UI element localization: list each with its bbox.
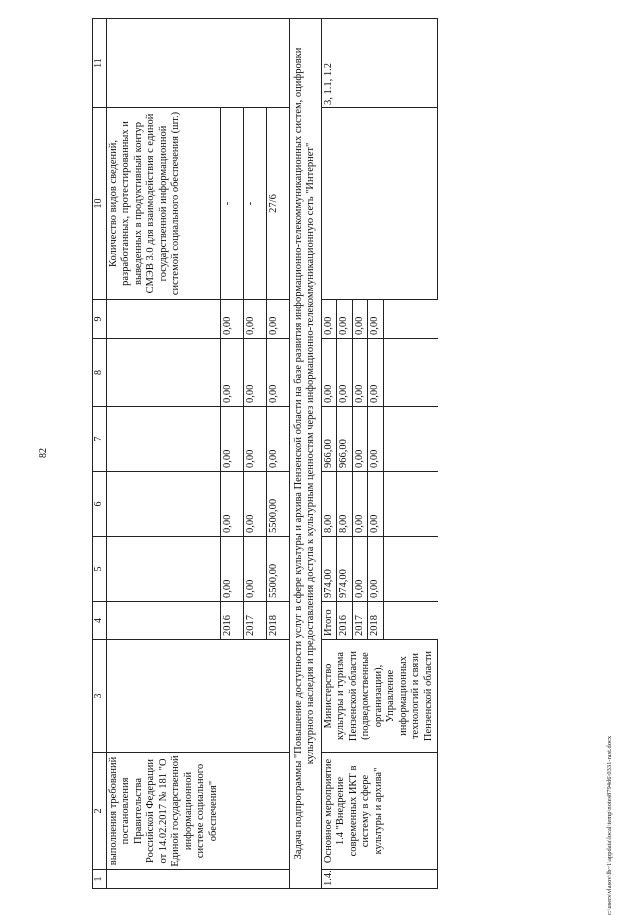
- col-num-6: 6: [93, 472, 107, 537]
- col-num-10: 10: [93, 108, 107, 300]
- item-c8: 0,00: [337, 339, 353, 407]
- cont-indicator-cell: Количество видов сведений, разработанных, протестированных и выведенных в продуктивный контур СМЭВ 3.0 для взаимодействия с единой государственной информационной системой социального обеспечения (шт.): [106, 108, 221, 300]
- column-number-row: [93, 19, 107, 889]
- item-c6: 8,00: [337, 472, 353, 537]
- item-c7: 966,00: [321, 407, 337, 472]
- item-c7: 0,00: [352, 407, 368, 472]
- cont-empty-9: [106, 300, 221, 339]
- item-c5: 0,00: [352, 537, 368, 602]
- item-filler-6: [383, 472, 438, 537]
- cont-c7: 0,00: [266, 407, 289, 472]
- item-filler-8: [383, 339, 438, 407]
- item-c5: 974,00: [337, 537, 353, 602]
- col-num-8: 8: [93, 339, 107, 407]
- cont-empty-4: [106, 602, 221, 640]
- item-c6: 0,00: [368, 472, 384, 537]
- item-c8: 0,00: [368, 339, 384, 407]
- col-num-9: 9: [93, 300, 107, 339]
- item-year: 2018: [368, 602, 384, 640]
- item-c5: 0,00: [368, 537, 384, 602]
- cont-c6: 0,00: [243, 472, 266, 537]
- cont-year: 2017: [243, 602, 266, 640]
- col-num-2: 2: [93, 753, 107, 870]
- cont-c9: 0,00: [266, 300, 289, 339]
- col-num-11: 11: [93, 19, 107, 108]
- item-filler-7: [383, 407, 438, 472]
- cont-c5: 0,00: [221, 537, 244, 602]
- cont-c8: 0,00: [221, 339, 244, 407]
- col-num-3: 3: [93, 640, 107, 753]
- item-c9: 0,00: [337, 300, 353, 339]
- item-filler-4: [383, 602, 438, 640]
- cont-c6: 0,00: [221, 472, 244, 537]
- item-filler-9: [383, 300, 438, 339]
- cont-empty-6: [106, 472, 221, 537]
- cont-c7: 0,00: [243, 407, 266, 472]
- cont-c8: 0,00: [266, 339, 289, 407]
- cont-year: 2016: [221, 602, 244, 640]
- item-c7: 0,00: [368, 407, 384, 472]
- item-c6: 8,00: [321, 472, 337, 537]
- item-c9: 0,00: [352, 300, 368, 339]
- cont-desc-cell: выполнения требований постановления Правительства Российской Федерации от 14.02.2017 № 181 "О Единой государственной информационной системе социального обеспечения": [106, 753, 289, 870]
- item-ref: 3, 1.1, 1.2: [321, 19, 438, 108]
- item-c9: 0,00: [368, 300, 384, 339]
- cont-year: 2018: [266, 602, 289, 640]
- item-number: 1.4.: [321, 870, 438, 889]
- cont-empty-7: [106, 407, 221, 472]
- cont-exec-cell: [106, 640, 289, 753]
- rotated-table-container: [92, 19, 604, 889]
- cont-num-cell: [106, 870, 289, 889]
- cont-ref-cell: [106, 19, 289, 108]
- item-exec: Министерство культуры и туризма Пензенской области (подведомственные организации), Управление информационных технологий и связи Пензенской области: [321, 640, 438, 753]
- cont-empty-5: [106, 537, 221, 602]
- cont-c5: 0,00: [243, 537, 266, 602]
- item-c8: 0,00: [352, 339, 368, 407]
- cont-c7: 0,00: [221, 407, 244, 472]
- item-c5: 974,00: [321, 537, 337, 602]
- cont-c6: 5500,00: [266, 472, 289, 537]
- page-number: 82: [38, 448, 49, 458]
- col-num-1: 1: [93, 870, 107, 889]
- col-num-7: 7: [93, 407, 107, 472]
- item-c8: 0,00: [321, 339, 337, 407]
- cont-c5: 5500,00: [266, 537, 289, 602]
- task-row: [289, 19, 321, 889]
- item-year: 2016: [337, 602, 353, 640]
- item-indicator: [321, 108, 438, 300]
- cont-empty-8: [106, 339, 221, 407]
- cont-c9: 0,00: [221, 300, 244, 339]
- program-table: [92, 18, 438, 889]
- item-year: 2017: [352, 602, 368, 640]
- cont-c10: -: [243, 108, 266, 300]
- item-c7: 966,00: [337, 407, 353, 472]
- task-heading: Задача подпрограммы "Повышение доступности услуг в сфере культуры и архива Пензенской области на базе развития информационно-телекоммуникационных систем, оцифровки культурного наследия и предоставления доступа к культурным ценностям через информационно-телекоммуникационную сеть "Интернет": [289, 19, 321, 889]
- footer-file-path: c:\users\vlasov\lb~1\appdata\local\temp\notes8794d6\0331-rast.docx: [606, 735, 613, 915]
- item-row-total: [321, 19, 337, 889]
- cont-c9: 0,00: [243, 300, 266, 339]
- col-num-5: 5: [93, 537, 107, 602]
- cont-c10: -: [221, 108, 244, 300]
- item-c9: 0,00: [321, 300, 337, 339]
- cont-c10: 27/6: [266, 108, 289, 300]
- cont-c8: 0,00: [243, 339, 266, 407]
- item-c6: 0,00: [352, 472, 368, 537]
- item-filler-5: [383, 537, 438, 602]
- item-year: Итого: [321, 602, 337, 640]
- cont-main-row: [106, 19, 221, 889]
- col-num-4: 4: [93, 602, 107, 640]
- item-desc: Основное мероприятие 1.4 "Внедрение современных ИКТ в систему в сфере культуры и архива": [321, 753, 438, 870]
